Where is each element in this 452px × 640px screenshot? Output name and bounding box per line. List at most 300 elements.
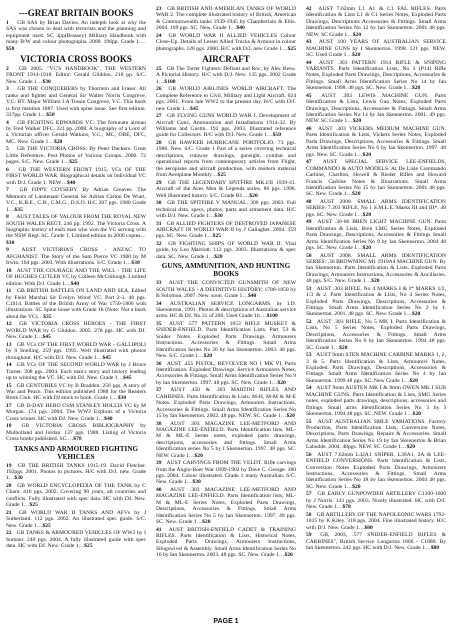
entry-price: $30 [131, 260, 140, 267]
entry-price: $50 [6, 45, 15, 52]
entry-description: AUST 100 YEARS OF AUSTRALIAN SERVICE MACHINE GUNS by I Skennerton. 1998. 121 pgs. NEW. SC. Used Grade 1 [306, 39, 446, 59]
entry-price: $20 [409, 377, 418, 384]
leader-dots: … [333, 344, 340, 351]
catalogue-entry [156, 460, 296, 486]
entry-price: $20 [352, 118, 362, 125]
entry-description: GB FIPPY COYSEBY. By Adrian Greaves. The Memoirs of Lieutenant General Sir Adrian Carton De Wiart, V.C., K.B.E., C.B., C.M.G., D.S.O. H/C 207 pgs. 1980 Grade 1 [6, 187, 146, 213]
entry-price: $45 [42, 334, 51, 341]
leader-dots: … [63, 159, 70, 166]
leader-dots: … [278, 552, 285, 559]
entry-price: $20 [362, 211, 372, 218]
entry-description: GB D-DAY HERO CSM STANLEY HOLLIS VC by M Morgan. 174 pgs. 2004. The WW2 Exploits of a Victoria Cross winner. HC with DJ. New. Grade 1 [6, 402, 147, 422]
catalogue-entry [306, 199, 446, 218]
catalogue-entry [6, 321, 146, 340]
entry-number: 4 [6, 119, 9, 126]
entry-price: $78 [73, 436, 82, 443]
entry-description: GB THE SPITFIRE V MANUAL. 300 pgs. 2003. Full technical data, specs, photos, parts and armament data. H/C with D/J. New. Grade 1 [156, 200, 296, 219]
entry-number: 35 [156, 320, 162, 327]
entry-price: $20 [352, 52, 361, 59]
entry-number: 5 [6, 146, 9, 153]
entry-number: 39 [156, 460, 162, 467]
leader-dots: … [61, 179, 67, 186]
entry-description: GB HAWKER HURRICANE PORTFOLIO. 73 pgs. 1986. New. S/C. Grade 1 Part of a series covering technical descriptions, cutaway drawings, gunsight, combat and operational reports from contemporary articles from Flight, the aeroplane and aircraft production, with modern material from Aeroplane Monthly [156, 140, 296, 179]
entry-price: $25 [212, 233, 222, 240]
catalogue-entry [156, 200, 296, 219]
catalogue-entry [306, 419, 446, 451]
entry-description: GB SAS by Brian Davies. An indepth look at why the SAS was chosen to deal with terrorists and the planning and equipment used. SC 3pp(Brassey) Military Handbook with many B/W and colour photographs. 2000. 196pp. Grade 1. [6, 20, 146, 46]
entry-number: 57 [306, 491, 312, 498]
entry-description: GB VICTORIA CROSS BIBLIOGRAPHY by Mulholland and Jordan. 137 pgs. 1988. Listing of Victoria Cross books published. SC. [6, 423, 146, 443]
entry-number: 52 [306, 318, 312, 325]
entry-price: $20 [202, 519, 211, 526]
leader-dots: … [112, 395, 118, 402]
catalogue-entry [156, 301, 296, 320]
entry-description: GB ARTILLERY OF THE NAPOLEONIC WARS 1792-1815 by K Kiley. 318 pgs. 2004. Fine illustrated history. H/C with D/J. New. Grade 1 [306, 511, 446, 531]
entry-description: AUST .303 MAGAZINE LEE-METFORD AND MAGAZINE LEE-ENFIELD. Parts Identification lists, ML-M & ML-E Series Notes, Exploded Parts Drawings, Descriptions, Accessories & Fittings, Small Arms Identification Series No 5 by Ian Skennerton. 1997. 48 pgs. SC. New. Grade 1 [156, 487, 296, 526]
leader-dots: … [346, 191, 353, 198]
entry-price: $20 [214, 253, 223, 260]
entry-number: 59 [306, 532, 312, 539]
catalogue-entry [6, 214, 146, 246]
entry-description: GB CENTURIES VC by B Bradden. 256 pgs. A story of War and Peace. This edition published 1988 for the Readers Book Club. HC with DJ stuck to book. Grade 1 [6, 382, 146, 402]
entry-description: AUST .450 & .303 MARTINI RIFLES AND CARBINES. Parts Identification & Lists. M-H, M-M & M-E Notes. Exploded Parts Drawings, Armourers Instructions, Accessories & Fittings. Small Arms Identification Series No 15 by Ian Skennerton. 2002. 48 pgs. NEW. SC. Grade 1 [156, 387, 296, 419]
catalogue-entry [306, 126, 446, 158]
entry-number: 58 [306, 511, 312, 518]
entry-description: AUST CARVINGS FROM THE VELDT. Rifle carvings from the Anglo-Boer War 1899-1902 by Dave C. George. 180 pgs. 2004. Colour illustrated. Grade 1 many Australian. S/C. New. Grade 1 [156, 460, 296, 486]
entry-price: $80 [430, 545, 440, 552]
leader-dots: … [401, 444, 407, 451]
catalogue-entry [6, 86, 146, 118]
entry-price: $80 [364, 524, 373, 531]
entry-description: GB VCs OF THE FIRST WORLD WAR - GALLIPOLI by S Snelling. 259 pgs. 1995. Well illustrated with photos throughout. H/C with D/J. New. Grade 1 [6, 341, 146, 361]
entry-number: 14 [6, 362, 12, 369]
entry-price: $45 [123, 374, 132, 381]
leader-dots: … [196, 519, 203, 526]
entry-number: 44 [306, 59, 312, 66]
entry-price: $20 [277, 379, 286, 386]
entry-price: $20 [411, 85, 421, 92]
entry-price: $20 [411, 311, 421, 318]
entry-description: GB WORLD WAR II ALLIED VEHICLES Colour Close-Up. Details of Lesser Allied Trucks & Armour in colour photographs. 128 pgs. 2000. H/C with D/J. new Grade 1 [156, 32, 296, 52]
entry-number: 46 [306, 126, 312, 133]
entry-price: $45 [190, 105, 199, 112]
entry-number: 55 [306, 418, 312, 425]
entry-price: $100 [266, 313, 278, 320]
entry-description: GB ALLIED FIGHTERS OF DESTROYED JAPANESE AIRCRAFT IN WORLD WAR II by J Gallagher. 2004. 159 pgs. SC. New. Grade 1 [156, 220, 296, 240]
leader-dots: … [406, 311, 412, 318]
entry-price: $40 [236, 25, 245, 32]
catalogue-entry [306, 286, 446, 318]
catalogue-entry [156, 6, 296, 32]
leader-dots: … [346, 52, 352, 59]
entry-number: 40 [156, 487, 162, 494]
catalogue-page [6, 6, 446, 628]
entry-description: AUST 7.62mm L1 A1 & C1 FAL RIFLES. Parts Identification & Lists L1 & C1 Series Notes, Exploded Parts Drawings, Descriptions Accessories & Fittings. Small Arms Identification Series No 12 by Ian Skennerton. 2001 48 pgs. NEW. SC Grade 1 [306, 6, 447, 38]
entry-price: $20 [412, 411, 421, 418]
entry-number: 2 [6, 66, 9, 73]
catalogue-entry [156, 113, 296, 139]
leader-dots: … [406, 85, 412, 92]
entry-number: 21 [6, 509, 12, 516]
entry-number: 31 [156, 220, 162, 227]
entry-description: AUST 7.62mm L42A1 SNIPER, L39A1, 2A & LEE-ENFIELD CONVERSIONS. Parts Identification & Lists, Conversion Notes Exploded Parts Drawings, Armourers Instructions, Accessories & Fittings. Small Arms Identification Series No 18 by Ian Skennerton. 2004 48 pgs. SC. New. Grade 1 [306, 451, 446, 490]
catalogue-entry [306, 491, 446, 510]
entry-price: $50 [272, 132, 282, 139]
entry-description: AUST 2008. SMALL ARMS IDENTIFICATION SERIES: .30 BROWNING M1 1919A4 MACHINE GUN. By Ian Skennerton. Parts Identification & Lists. Exploded Parts Drawings, Armourers Instructions, Accessories & Ancillaries. 48 pgs. S/C. New. Grade 1 [306, 252, 447, 285]
leader-dots: … [36, 78, 43, 85]
entry-description: AUST BRITISH-ENFIELD CADET & TRAINING RIFLES. Parts Identification & Lists, Historical Notes, Exploded Parts Drawings, Armourers Instructions, Slingswivel & Assembly. Small Arms Identification Series No 16 by Ian Skennerton. 2003. 48 pgs. SC. New. Grade 1 [156, 526, 296, 559]
leader-dots: … [358, 524, 365, 531]
catalogue-entry [156, 66, 296, 85]
entry-price: $78 [342, 504, 351, 511]
entry-description: GB, 2003, .577 SNIDER-ENFIELD RIFLES & CARBINES", British Service Longarms 1866 - C1880. By Ian Skennerton. 242 pgs. HC with D/J. New. Grade 1 [306, 532, 446, 552]
leader-dots: … [267, 132, 273, 139]
entry-price: $30 [14, 475, 23, 482]
entry-description: AUST 9mm AUSTEN MK I & 9mm OWEN MK I SUB MACHINE GUNS. Parts Identification & Lists, SMG Series notes, exploded parts drawings, descriptions, accessories and fittings. Small arms Identification Series No 3 by I Skennerton. 1994 48 pgs. SC. NEW. Grade 1 [306, 385, 446, 418]
entry-number: 13 [6, 341, 12, 348]
entry-description: GB FLYING GUNS WORLD WAR I. Development of Aircraft Guns, Ammunition and Installations 1914-32. By Williams and Gustin. 192 pgs. 2003. Illustrated reference guide for Collectors. H/C with D/J. New. Grade 1 [156, 113, 296, 139]
leader-dots: … [23, 502, 30, 509]
catalogue-entry [6, 167, 146, 186]
entry-description: AUST .455 PISTOL, REVOLVER NO 1 MK VI. Parts Identification. Exploded Drawings. Service Armourers Notes, Accessories & Fittings. Small Arms Identification Series No 9 by Ian Skennerton. 1997. 48 pgs. SC. New. Grade 1 [156, 360, 296, 386]
entry-price: $20 [406, 444, 416, 451]
entry-description: GB THE VICTORIA CROSS. By Peter Duckers. Great Little Reference, Post Photos of Various Groups. 2000. 72 pages. S/C. New. Grade 1 [6, 146, 146, 166]
leader-dots: … [230, 25, 237, 32]
entry-price: $20 [249, 192, 258, 199]
leader-dots: … [188, 452, 195, 459]
entry-number: 6 [6, 166, 9, 173]
entry-price: $25 [217, 172, 226, 179]
entry-number: 45 [306, 92, 312, 99]
leader-dots: … [36, 522, 43, 529]
entry-description: AUST .303 PATTERN 1914 RIFLE & SNIPING VARIANTS. Parts Identification Lists, No 3 (P14) Rifle Notes, Exploded Parts Drawings, Descriptions, Accessories & Fittings. Small Arms Identification Series No 14 by Ian Skennerton. 1998. 48 pgs. SC. New. Grade 1 [306, 59, 446, 92]
entry-price: $50 [46, 112, 55, 119]
leader-dots: … [207, 233, 213, 240]
entry-number: 36 [156, 360, 162, 367]
leader-dots: … [198, 352, 204, 359]
catalogue-entry [156, 361, 296, 387]
entry-description: GB 2005. "VC'S HANDBOOK", THE WESTERN FRONT 1914-1918. Editor: Gerald Gliddon. 218 pp. S/C. New. Grade 1 [6, 66, 146, 85]
entry-number: 37 [156, 387, 162, 394]
entry-number: 18 [6, 423, 12, 430]
leader-dots: … [37, 313, 44, 320]
leader-dots: … [208, 212, 215, 219]
entry-price: $100 [164, 78, 176, 85]
entry-price: $35 [43, 313, 52, 320]
entry-price: $25 [42, 522, 51, 529]
catalogue-entry [6, 342, 146, 361]
entry-price: $20 [352, 191, 361, 198]
entry-description: AUST .303 LEWIS MACHINE GUN. Parts Identification & Lists, Lewis Gun Notes, Exploded Parts Drawings, Descriptions, Accessories & Fittings. Small Arms Identification Series No 14 by Ian Skennerton. 2001. 49 pgs. NEW. SC Grade 1 [306, 92, 447, 125]
entry-price: $40 [66, 179, 76, 186]
catalogue-entry [156, 180, 296, 199]
entry-description: AUST .303 VICKERS MEDIUM MACHINE GUN. Parts Identification & Lists, Vickers Series Notes, Exploded Parts Drawings, Descriptions, Accessories & Fittings. Small Arms Identification Series No 6 by Ian Skennerton. 1997. 48 pgs. New. SC. Grade 1 [306, 126, 447, 158]
leader-dots: … [346, 483, 353, 490]
entry-price: $20 [362, 151, 372, 158]
entry-number: 8 [6, 214, 9, 221]
entry-price: $45 [102, 354, 111, 361]
catalogue-entry [6, 423, 146, 442]
entry-description: AUST .303 MAGAZINE LEE-METFORD AND MAGAZINE LEE-ENFIELD. Parts Identification lists. ML-M & ML-E Series notes, exploded parts drawings, descriptions, accessories and fittings. Small Arms Identification series No 5 by I Skennerton. 1997. 48 pgs. SC. NEW. Grade 1 [156, 420, 296, 459]
leader-dots: … [36, 334, 43, 341]
catalogue-entry [6, 66, 146, 85]
entry-description: AUST .303 RIFLE, No 4 MARKS I & I* MARKS 1/2, 1/3 & 2. Parts Identification & Lists, No 4 Series Notes, Exploded Parts Drawings, Descriptions, Accessories & Fittings. Small Arms Identification Series No 2 by I. Skennerton. 2001. 48 pgs. SC. New. Grade 1 [306, 285, 446, 318]
entry-number: 20 [6, 483, 12, 489]
section-heading: TANKS AND ARMOURED FIGHTING VEHICLES [13, 444, 139, 461]
leader-dots: … [96, 354, 103, 361]
entry-number: 27 [156, 113, 162, 120]
entry-description: GB THE CONQUERERS by Thornton and Fraser. All ranks and fighter and General Sir Walter Norris Congreve, V.C. BT. Major William LA Tossin Congreve, V.C. This book is first mention 1887. Used with spine issue. See first edition. 337pp. Grade 1 [6, 86, 146, 119]
leader-dots: … [347, 31, 353, 38]
leader-dots: … [125, 260, 132, 267]
catalogue-entry [156, 221, 296, 240]
entry-description: GB WORLD ENCYCLOPEDIA OF THE TANK by C Chant. 416 pgs. 2002. Covering 90 years, all countries and conflicts. Fully illustrated with spec data. HC with DJ. New. Grade 1 [6, 483, 146, 509]
catalogue-entry [6, 247, 146, 266]
leader-dots: … [158, 78, 165, 85]
leader-dots: … [184, 105, 191, 112]
leader-dots: … [357, 244, 363, 251]
entry-price: $30 [117, 395, 127, 402]
catalogue-entry [306, 6, 446, 38]
entry-price: $20 [362, 244, 372, 251]
catalogue-entry [6, 187, 146, 213]
entry-price: $20 [371, 278, 380, 285]
catalogue-entry [306, 452, 446, 490]
catalogue-entry [6, 463, 146, 482]
entry-price: $30 [214, 212, 223, 219]
catalogue-entry [306, 352, 446, 384]
catalogue-entry [6, 268, 146, 287]
entry-description: AUST THE CONVICTED GUNSMITH OF NEW SOUTH WALES - A DEFINITIVE HISTORY: 1788-1850 by B Solomon. 2007. New. soon. Grade 1 [156, 280, 297, 299]
section-heading: AIRCRAFT [202, 54, 250, 65]
leader-dots: … [357, 151, 363, 158]
entry-number: 17 [6, 402, 12, 409]
leader-dots: … [98, 415, 105, 422]
catalogue-entry [156, 321, 296, 359]
entry-description: AUST 9mm STEN MACHINE CARBINE MARKS 1, 2, 3 & 5. Parts Identification & Lists, Armourers Notes, Exploded Parts Drawings, Descriptions, Accessories & Fittings. Small Arms Identification Series No 4 by Ian Skennerton. 1999 48 pgs. SC. New Grade 1 [306, 352, 446, 384]
catalogue-entry [306, 512, 446, 531]
catalogue-entry [6, 403, 146, 422]
leader-dots: … [347, 118, 353, 125]
entry-price: $20 [352, 31, 362, 38]
entry-description: AUST VICTORIA'S CROSS - ANZAC TO AFGHANIST. The Story of the Sam Pierce VC 1900 by M Irwin. 164 pgs. 2003. With illustrations. S/C. Grade 1 [6, 247, 146, 267]
entry-number: 48 [306, 198, 312, 205]
catalogue-entry [6, 483, 146, 509]
entry-number: 51 [306, 285, 312, 292]
leader-dots: … [261, 313, 267, 320]
catalogue-entry [156, 140, 296, 178]
catalogue-entry [6, 383, 146, 402]
catalogue-entry [306, 93, 446, 125]
entry-description: AUST TALES OF VALOUR FROM THE ROYAL NEW SOUTH WALES REGT. 246 pp. 1992. The Victoria Cross. A biographic history of each man who won the VC serving with the NSW Regt. SC. Grade 1. Limited edition to 2000 copies [6, 214, 146, 240]
catalogue-entry [6, 20, 146, 52]
entry-description: GB BRITISH BATTLES ON LAND AND SEA. Edited by Field Marshal Sir Evelyn Wood VC. Part 2-3. 48 pgs. C1914. Battles of the British Army of War 1750-1806 with illustrations. SC Spine loose with Grade 1b (Note: Not a book about the VC) [6, 288, 146, 320]
catalogue-entry [6, 362, 146, 381]
entry-price: $20 [339, 344, 348, 351]
entry-description: AUSTRALIAN SERVICE LONGARMS. by I.D. Skennerton. 1991. Photos & descriptions of Australian service arms. HC & DJ. No 31 of 200. Used Grade 1b. [156, 300, 297, 320]
column-2 [156, 6, 296, 560]
entry-description: AUST 2000. SMALL ARMS IDENTIFICATION SERIES: 7.303 RIFLE, No 1 S.M.L.E. Marks III and III*. 48 pgs. SC. New. Grade 1 [306, 198, 447, 218]
entry-number: 23 [156, 6, 162, 12]
entry-description: AUST .577 PATTERN 1853 RIFLE MUSKET & SNIDER-ENFIELD. Parts Identification Lists. Part '53 & Snider Notes. Exploded Parts Drawings. Armourers Instructions. Accessories & Fittings. Small Arms Identification Series No 26 by Ian Skennerton. 2003. 48 pgs. New. S/C. Grade 1 [156, 320, 296, 359]
leader-dots: … [280, 413, 287, 419]
entry-number: 47 [306, 159, 312, 166]
entry-number: 19 [6, 462, 12, 469]
entry-description: AUST .303 RIFLE, No 5 MK I. Parts Identification & Lists, No 5 Series Notes, Exploded Parts Drawings, Descriptions, Accessories & Fittings. Small Arms Identification Series No 6 by Ian Skennerton. 1994 48 pgs. SC. Grade 1 [306, 318, 446, 351]
entry-number: 22 [6, 530, 12, 537]
leader-dots: … [67, 436, 74, 443]
entry-description: AUST AUSTRALIAN SMLE VARIATIONS. Factory Production, Parts Identification Lists, Conversion Notes, Descriptions, Parts Drawings, Repairs & Accessories. Small Arms Identification Series No 19 by Ian Skennerton & Brian Labudde. 2004. 48pgs. NEW. SC. Grade 1 [306, 418, 447, 451]
leader-dots: … [403, 377, 410, 384]
leader-dots: … [365, 278, 372, 285]
section-heading: VICTORIA CROSS BOOKS [20, 54, 132, 65]
catalogue-entry [156, 33, 296, 52]
entry-price: $25 [84, 543, 93, 550]
entry-number: 38 [156, 420, 162, 427]
leader-dots: … [357, 211, 363, 218]
entry-number: 11 [6, 288, 12, 295]
section-heading: GUNS, AMMUNITION, AND HUNTING BOOKS [161, 262, 291, 279]
leader-dots: … [243, 192, 250, 199]
leader-dots: … [117, 374, 124, 381]
entry-number: 34 [156, 300, 162, 307]
catalogue-entry [156, 527, 296, 559]
entry-description: GB THE WESTERN FRONT 1915, VCs OF THE FIRST WORLD WAR. Biographical details on individual VC with D/J. Grade 1. NEW [6, 166, 146, 186]
entry-price: $40 [247, 292, 257, 299]
catalogue-entry [156, 280, 296, 299]
entry-description: GB VCs OF THE SECOND WORLD WAR by J Bruce Turner. 308 pgs. 2004. Each man's story and history leading up to winning the VC. HC with DJ. New. Grade 1 [6, 362, 146, 381]
section-heading: ---GREAT BRITAIN BOOKS [18, 8, 134, 18]
entry-description: AUST THE COURAGE AND THE WILL - THE LIFE OF HUGHES CUTLER VC by Colleen McCullough. Limited edition. With D/J. Grade 1 [6, 267, 146, 287]
leader-dots: … [242, 292, 248, 299]
entry-number: 25 [156, 66, 162, 73]
catalogue-columns [6, 6, 446, 560]
entry-price: $25 [69, 159, 78, 166]
catalogue-entry [6, 120, 146, 146]
entry-number: 33 [156, 280, 162, 287]
entry-number: 28 [156, 140, 162, 147]
catalogue-entry [6, 510, 146, 529]
entry-number: 56 [306, 451, 312, 458]
entry-number: 43 [306, 39, 312, 46]
entry-price: $25 [29, 502, 38, 509]
entry-number: 12 [6, 321, 12, 328]
catalogue-entry [6, 288, 146, 320]
entry-description: GB BRITISH AND AMERICAN TANKS OF WORLD WAR 2. The complete illustrated history of British, American & Commonwealth tanks 1939-1945 by Chamberlain & Ellis. 2004. 169 pgs. SC. New. Grade 1 [156, 6, 297, 32]
entry-price: $25 [287, 45, 296, 52]
entry-description: AUST SPECIAL SERVICE LEE-ENFIELDS, COMMANDO & AUTO MODELS. At De Lisle Commando Carbine, Charlton, Howell & Rieder Rifles and Howard Francis Carbine Notes & Illustrations. Small Arms Identification Series No 15 by Ian Skennerton. 2001 48 pgs. SC. New. Grade 1 [306, 159, 446, 198]
catalogue-entry [156, 86, 296, 112]
leader-dots: … [48, 138, 54, 145]
entry-price: $40 [70, 280, 80, 287]
leader-dots: … [140, 233, 146, 240]
entry-price: $35 [14, 206, 23, 213]
leader-dots: … [186, 479, 193, 486]
leader-dots: … [271, 379, 278, 386]
catalogue-entry [306, 219, 446, 251]
entry-number: 1 [6, 20, 9, 26]
entry-description: GB The Tarrer Fighters: Defiant and Roc, by Alec Brew. A Pictorial History. H/C with D/J. New. 135 pgs. 2002 Grade 1 [156, 66, 296, 85]
catalogue-entry [156, 241, 296, 260]
leader-dots: … [336, 504, 343, 511]
entry-number: 7 [6, 187, 9, 194]
leader-dots: … [425, 545, 431, 552]
entry-price: $20 [194, 452, 203, 459]
entry-price: $40 [104, 415, 113, 422]
page-footer: PAGE 1 [213, 618, 239, 625]
entry-number: 10 [6, 267, 12, 274]
entry-number: 50 [306, 252, 312, 259]
entry-description: GB EARLY GUNPOWDER ARTILLERY C1300-1600 by J Norris. 143 pgs. 2003. Nicely illustrated. HC with D/J. New. Grade 1 [306, 491, 447, 511]
entry-price: $20 [53, 138, 63, 145]
catalogue-entry [306, 532, 446, 551]
catalogue-entry [306, 159, 446, 197]
leader-dots: … [282, 45, 288, 52]
entry-price: $30 [192, 479, 201, 486]
catalogue-entry [306, 253, 446, 285]
entry-description: GB TANKS & ARMOURED VEHICLES OF WW2 by I Sumner. 240 pgs. 2004. A fully illustrated guide with spec data. HC with DJ. New. Grade 1 [6, 530, 146, 550]
leader-dots: … [211, 172, 218, 179]
entry-number: 15 [6, 382, 12, 389]
entry-price: $20 [203, 352, 213, 359]
entry-number: 41 [156, 526, 162, 533]
catalogue-entry [306, 60, 446, 92]
entry-price: $20 [284, 552, 293, 559]
entry-number: 24 [156, 32, 162, 39]
entry-number: 42 [306, 6, 312, 12]
leader-dots: … [406, 411, 413, 418]
entry-price: $30 [42, 78, 51, 85]
leader-dots: … [8, 475, 15, 482]
leader-dots: … [78, 543, 85, 550]
entry-number: 29 [156, 179, 162, 186]
entry-description: GB WORLD AIRLINES WORLD AIRCRAFT. The Complete Reference to Civil, Military and Light Aircraft. 624 pgs. 2001. From late WW2 to the present day. H/C with D/J. new Grade 1 [156, 86, 296, 112]
entry-price: $20 [352, 483, 361, 490]
entry-description: GB THE BRITISH TANKS 1915-19. David Fletcher. 192pgs. 2001. Photos in pictures. H/C with D/J. new. Grade 1 [6, 462, 146, 482]
entry-price: $20 [286, 413, 295, 419]
leader-dots: … [65, 280, 71, 287]
leader-dots: … [40, 112, 47, 119]
entry-description: GB THE LEGENDARY SPITFIRE MK.I/II 1939-41. Aircraft of the Aces Men & Legends series. 86 pgs. 1996. Well illustrated history. S/C. Grade B1. [156, 179, 296, 199]
entry-number: 54 [306, 385, 312, 392]
catalogue-entry [306, 39, 446, 58]
entry-number: 26 [156, 86, 162, 93]
entry-number: 49 [306, 219, 312, 226]
entry-price: $30 [6, 239, 15, 246]
entry-description: GB FIGHTING SHIPS OF WORLD WAR II. Vital guide, by Leo Marriott. 112 pgs. 2003. Illustrations & spec data. SC. New. Grade 1 [156, 240, 296, 260]
entry-number: 32 [156, 240, 162, 247]
entry-number: 53 [306, 352, 312, 359]
entry-description: GB WORLD WAR II TANKS AND AFVs by J Sutherland. 112 pgs. 2002. An illustrated spec guide. S/C. New. Grade 1 [6, 509, 147, 529]
entry-description: GB FIGHTING EDWARDS V.C. The fortunate airman by Fred Walker DFC. 221 pp. 2008. A biography of a Lord of a Victorian officer Gerald Watkins, V.C., MC, OBE, DFC, MC. New. Grade 1 [6, 119, 146, 145]
leader-dots: … [8, 206, 15, 213]
catalogue-entry [156, 387, 296, 419]
entry-number: 9 [6, 247, 9, 254]
entry-description: AUST .30-06 BREN LIGHT MACHINE GUN. Parts Identification & Lists, Bren LMG Series Notes, Exploded Parts Drawings, Descriptions, Accessories & Fittings Small Arms Identification Series No 9 by Ian Skennerton. 2004 48 pgs. SC. New. Grade 1 [306, 219, 446, 251]
catalogue-entry [6, 530, 146, 549]
catalogue-entry [156, 487, 296, 525]
catalogue-entry [6, 146, 146, 165]
leader-dots: … [140, 39, 146, 46]
catalogue-entry [156, 421, 296, 459]
entry-description: GB VICTORIA CROSS HEROES - THE FIRST WORLD WAR by G Gliddon. 2005. 278 pgs. HC with DJ. New. Grade 1 [6, 321, 146, 341]
column-3 [306, 6, 446, 560]
entry-number: 3 [6, 86, 9, 93]
leader-dots: … [208, 253, 215, 260]
catalogue-entry [306, 385, 446, 417]
column-1 [6, 6, 146, 560]
entry-number: 30 [156, 200, 162, 207]
